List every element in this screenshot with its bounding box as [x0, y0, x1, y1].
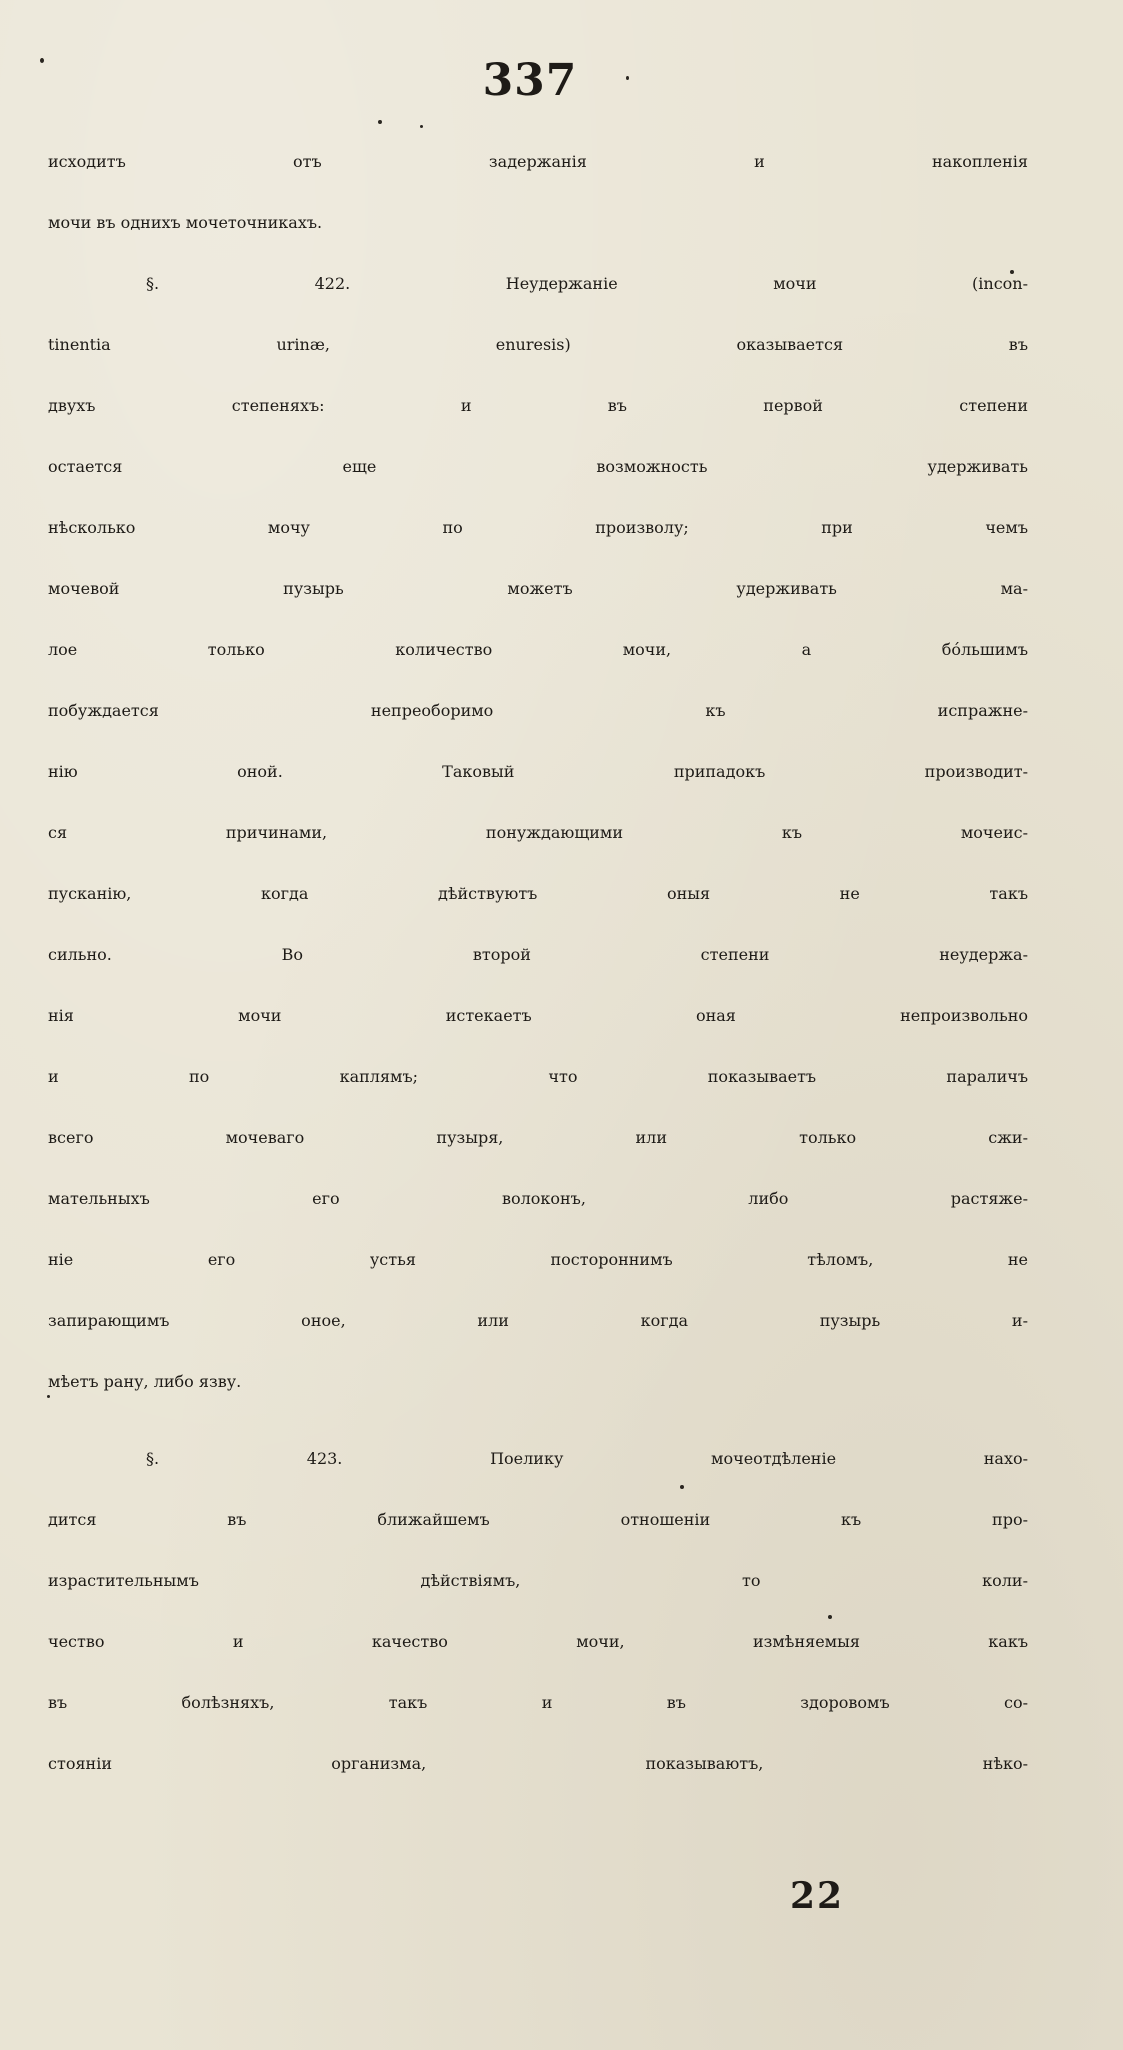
text-line-18: мательныхъ его волоконъ, либо растяже- — [48, 1189, 1028, 1208]
body-text — [48, 152, 1028, 1815]
text-line-26: въ болѣзняхъ, такъ и въ здоровомъ со- — [48, 1693, 1028, 1712]
section-422-heading-line: §. 422. Неудержаніе мочи (incon- — [146, 274, 1028, 293]
text-line-7: нѣсколько мочу по произволу; при чемъ — [48, 518, 1028, 537]
text-line-9: лое только количество мочи, а бóльшимъ — [48, 640, 1028, 659]
printer-signature-mark: 22 — [790, 1875, 845, 1917]
text-line-11: нію оной. Таковый припадокъ производит- — [48, 762, 1028, 781]
text-line-25: чество и качество мочи, измѣняемыя какъ — [48, 1632, 1028, 1651]
paper-speck — [1010, 270, 1014, 274]
paragraph-gap — [48, 1433, 1028, 1449]
paper-speck — [40, 58, 44, 63]
text-line-5: двухъ степеняхъ: и въ первой степени — [48, 396, 1028, 415]
text-line-17: всего мочеваго пузыря, или только сжи- — [48, 1128, 1028, 1147]
text-line-2: мочи въ однихъ мочеточникахъ. — [48, 213, 323, 232]
paper-speck — [828, 1615, 832, 1619]
text-line-16: и по каплямъ; что показываетъ параличъ — [48, 1067, 1028, 1086]
text-line-6: остается еще возможность удерживать — [48, 457, 1028, 476]
section-423-heading-line: §. 423. Поелику мочеотдѣленіе нахо- — [146, 1449, 1028, 1468]
text-line-13: пусканію, когда дѣйствуютъ оныя не такъ — [48, 884, 1028, 903]
paper-speck — [47, 1395, 50, 1398]
text-line-15: нія мочи истекаетъ оная непроизвольно — [48, 1006, 1028, 1025]
paper-speck — [680, 1485, 684, 1489]
text-line-8: мочевой пузырь можетъ удерживать ма- — [48, 579, 1028, 598]
text-line-27: стояніи организма, показываютъ, нѣко- — [48, 1754, 1028, 1773]
text-line-4: tinentia urinæ, enuresis) оказывается въ — [48, 335, 1028, 354]
text-line-14: сильно. Во второй степени неудержа- — [48, 945, 1028, 964]
page-number: 337 — [482, 55, 578, 106]
text-line-21: мѣетъ рану, либо язву. — [48, 1372, 242, 1391]
text-line-23: дится въ ближайшемъ отношеніи къ про- — [48, 1510, 1028, 1529]
text-line-19: ніе его устья постороннимъ тѣломъ, не — [48, 1250, 1028, 1269]
text-line-1: исходитъ отъ задержанія и накопленія — [48, 152, 1028, 171]
text-line-12: ся причинами, понуждающими къ мочеис- — [48, 823, 1028, 842]
text-line-20: запирающимъ оное, или когда пузырь и- — [48, 1311, 1028, 1330]
paper-speck — [626, 76, 629, 80]
paper-speck — [378, 120, 382, 124]
text-line-10: побуждается непреоборимо къ испражне- — [48, 701, 1028, 720]
paper-speck — [420, 125, 423, 128]
text-line-24: израстительнымъ дѣйствіямъ, то коли- — [48, 1571, 1028, 1590]
